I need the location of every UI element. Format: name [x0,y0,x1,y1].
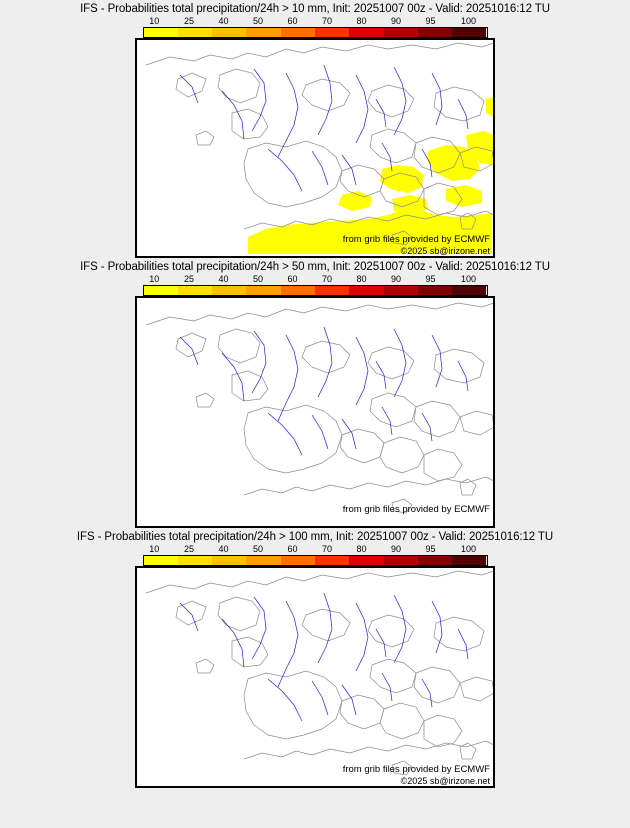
legend-labels [143,16,488,27]
coastlines [146,303,494,513]
panel-100mm [0,528,630,788]
legend-tick: 25 [184,16,195,26]
legend-swatch [384,556,418,565]
legend-tick: 50 [253,16,264,26]
legend-tick: 60 [287,544,298,554]
panel-title-50mm: IFS - Probabilities total precipitation/24h > 50 mm, Init: 20251007 00z - Valid: 20251016:12 TU [80,261,550,273]
grib-note-100mm: from grib files provided by ECMWF [342,764,490,775]
legend-tick: 90 [391,274,402,284]
legend-tick: 10 [149,274,160,284]
legend-tick: 40 [218,274,229,284]
legend-swatch [315,28,349,37]
legend-swatch [144,556,178,565]
legend-swatch [212,286,246,295]
legend-tick: 60 [287,274,298,284]
coastlines [146,43,494,245]
legend-tick: 70 [322,274,333,284]
legend-swatch [246,286,280,295]
legend-swatch [144,28,178,37]
legend-swatch [452,286,486,295]
legend-10mm [143,16,488,38]
legend-tick: 10 [149,544,160,554]
legend-100mm [143,544,488,566]
legend-tick: 100 [461,16,477,26]
legend-swatch [281,28,315,37]
map-100mm[interactable] [135,566,495,788]
panel-50mm [0,258,630,528]
panel-10mm [0,0,630,258]
probability-shading [248,97,494,254]
legend-tick: 80 [356,16,367,26]
legend-tick: 50 [253,274,264,284]
grib-note-50mm: from grib files provided by ECMWF [342,504,490,515]
legend-swatch [212,556,246,565]
legend-tick: 100 [461,544,477,554]
legend-labels [143,544,488,555]
legend-50mm [143,274,488,296]
legend-swatch [349,28,383,37]
legend-swatch [418,556,452,565]
legend-swatch [418,286,452,295]
rivers [180,327,468,455]
rivers [180,593,468,721]
legend-swatch [349,556,383,565]
legend-tick: 70 [322,544,333,554]
rivers [180,65,468,191]
legend-swatch [384,286,418,295]
legend-swatch [349,286,383,295]
legend-labels [143,274,488,285]
legend-tick: 50 [253,544,264,554]
legend-swatch [418,28,452,37]
legend-tick: 10 [149,16,160,26]
legend-tick: 25 [184,544,195,554]
legend-tick: 80 [356,274,367,284]
legend-swatch [178,556,212,565]
legend-tick: 95 [425,16,436,26]
copyright-100mm: ©2025 sb@irizone.net [400,776,490,786]
legend-swatch [281,286,315,295]
legend-tick: 100 [461,274,477,284]
legend-tick: 40 [218,16,229,26]
legend-swatch [178,286,212,295]
legend-swatch [246,28,280,37]
map-canvas-10mm [136,39,494,257]
legend-color-bar [143,555,488,566]
legend-color-bar [143,285,488,296]
legend-swatch [315,556,349,565]
panel-title-10mm: IFS - Probabilities total precipitation/24h > 10 mm, Init: 20251007 00z - Valid: 20251016:12 TU [80,3,550,15]
grib-note-10mm: from grib files provided by ECMWF [342,234,490,245]
legend-tick: 25 [184,274,195,284]
legend-tick: 95 [425,274,436,284]
legend-color-bar [143,27,488,38]
map-50mm[interactable] [135,296,495,528]
panel-title-100mm: IFS - Probabilities total precipitation/24h > 100 mm, Init: 20251007 00z - Valid: 20251016:12 TU [76,531,554,543]
legend-swatch [178,28,212,37]
legend-tick: 60 [287,16,298,26]
map-canvas-100mm [136,567,494,787]
coastlines [146,571,494,775]
legend-tick: 95 [425,544,436,554]
legend-swatch [384,28,418,37]
copyright-10mm: ©2025 sb@irizone.net [400,246,490,256]
legend-swatch [452,556,486,565]
map-canvas-50mm [136,297,494,527]
legend-tick: 70 [322,16,333,26]
map-frame [137,298,494,527]
legend-tick: 90 [391,16,402,26]
legend-swatch [452,28,486,37]
legend-tick: 80 [356,544,367,554]
map-10mm[interactable] [135,38,495,258]
legend-swatch [315,286,349,295]
legend-swatch [246,556,280,565]
legend-swatch [144,286,178,295]
legend-swatch [281,556,315,565]
legend-tick: 40 [218,544,229,554]
legend-tick: 90 [391,544,402,554]
legend-swatch [212,28,246,37]
